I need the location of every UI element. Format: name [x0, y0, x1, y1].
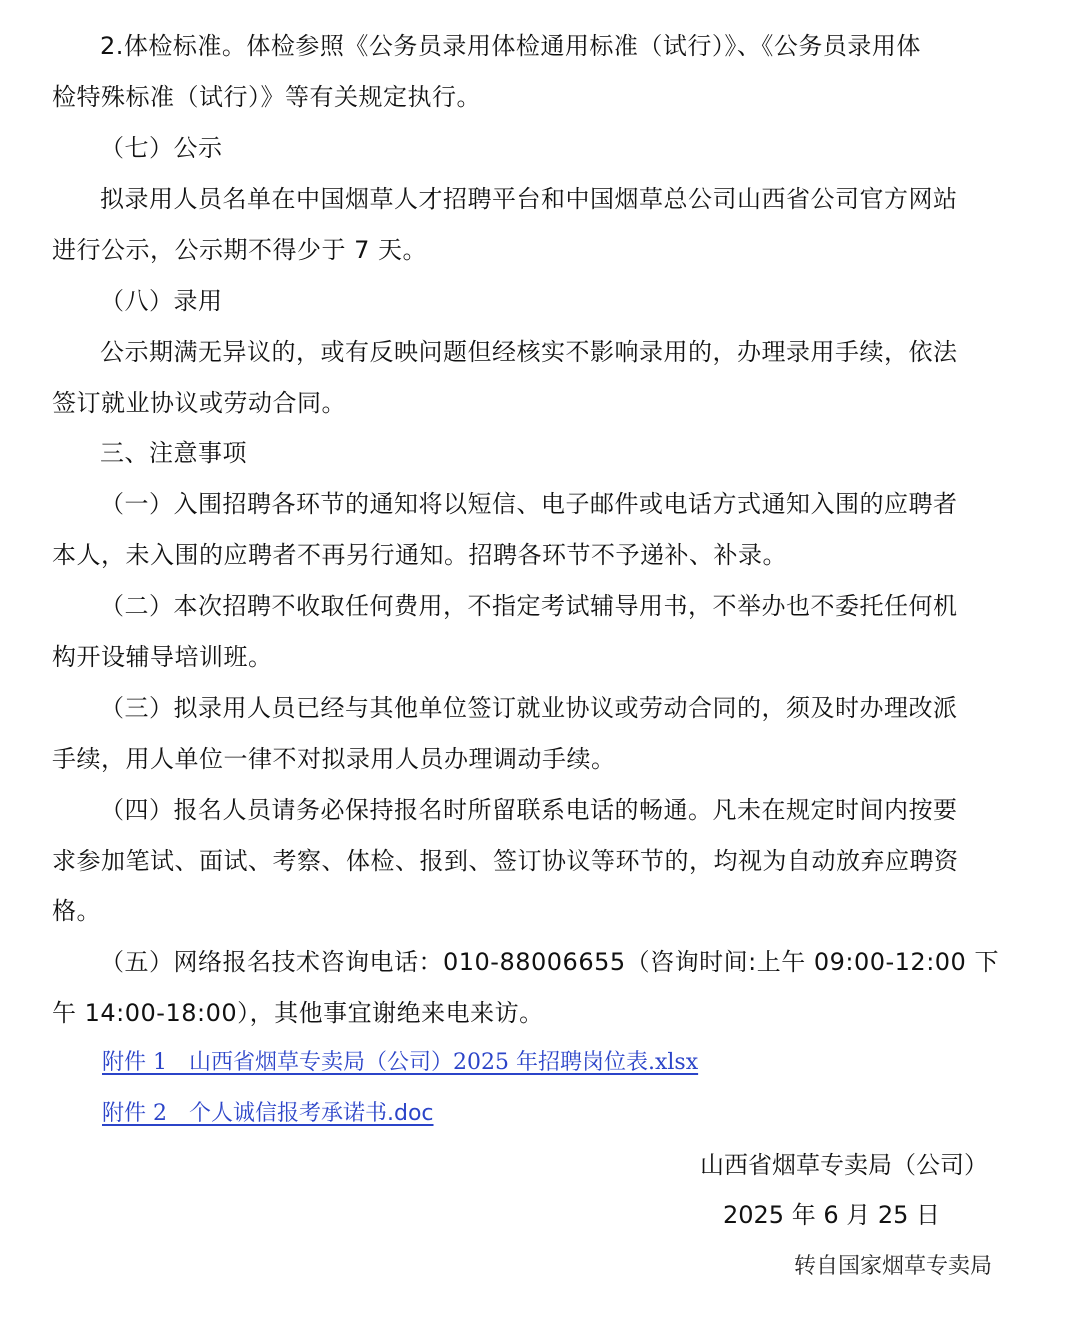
- paragraph-line: 构开设辅导培训班。: [52, 643, 273, 671]
- section-heading-notes: 三、注意事项: [100, 439, 247, 467]
- source-note: 转自国家烟草专卖局: [794, 1254, 993, 1279]
- paragraph-line: （三）拟录用人员已经与其他单位签订就业协议或劳动合同的，须及时办理改派: [100, 694, 958, 722]
- section-heading-hiring: （八）录用: [100, 287, 223, 315]
- paragraph-line: 2.体检标准。体检参照《公务员录用体检通用标准（试行）》、《公务员录用体: [100, 32, 921, 60]
- section-heading-publicity: （七）公示: [100, 134, 223, 162]
- paragraph-line: 检特殊标准（试行）》等有关规定执行。: [52, 83, 481, 111]
- attachment-2-extension: .doc: [387, 1101, 434, 1126]
- attachment-2-link[interactable]: [102, 1099, 434, 1129]
- paragraph-line: （一）入围招聘各环节的通知将以短信、电子邮件或电话方式通知入围的应聘者: [100, 490, 958, 518]
- paragraph-line: 本人，未入围的应聘者不再另行通知。招聘各环节不予递补、补录。: [52, 541, 787, 569]
- paragraph-line: （五）网络报名技术咨询电话：010-88006655（咨询时间:上午 09:00-12:00 下: [100, 948, 999, 976]
- paragraph-line: 拟录用人员名单在中国烟草人才招聘平台和中国烟草总公司山西省公司官方网站: [100, 185, 958, 213]
- paragraph-line: 午 14:00-18:00），其他事宜谢绝来电来访。: [52, 999, 544, 1027]
- signature-date: 2025 年 6 月 25 日: [723, 1201, 941, 1229]
- paragraph-line: （二）本次招聘不收取任何费用，不指定考试辅导用书，不举办也不委托任何机: [100, 592, 958, 620]
- paragraph-line: 签订就业协议或劳动合同。: [52, 389, 346, 417]
- attachment-1-link[interactable]: 附件 1 山西省烟草专卖局（公司）2025 年招聘岗位表.xlsx: [102, 1050, 699, 1075]
- paragraph-line: 格。: [52, 897, 101, 925]
- attachment-2-label: 附件 2 个人诚信报考承诺书: [102, 1101, 387, 1126]
- paragraph-line: 手续，用人单位一律不对拟录用人员办理调动手续。: [52, 745, 616, 773]
- paragraph-line: 求参加笔试、面试、考察、体检、报到、签订协议等环节的，均视为自动放弃应聘资: [52, 847, 959, 875]
- paragraph-line: 进行公示，公示期不得少于 7 天。: [52, 236, 428, 264]
- signature-organization: 山西省烟草专卖局（公司）: [700, 1151, 988, 1179]
- paragraph-line: 公示期满无异议的，或有反映问题但经核实不影响录用的，办理录用手续，依法: [100, 338, 958, 366]
- paragraph-line: （四）报名人员请务必保持报名时所留联系电话的畅通。凡未在规定时间内按要: [100, 796, 958, 824]
